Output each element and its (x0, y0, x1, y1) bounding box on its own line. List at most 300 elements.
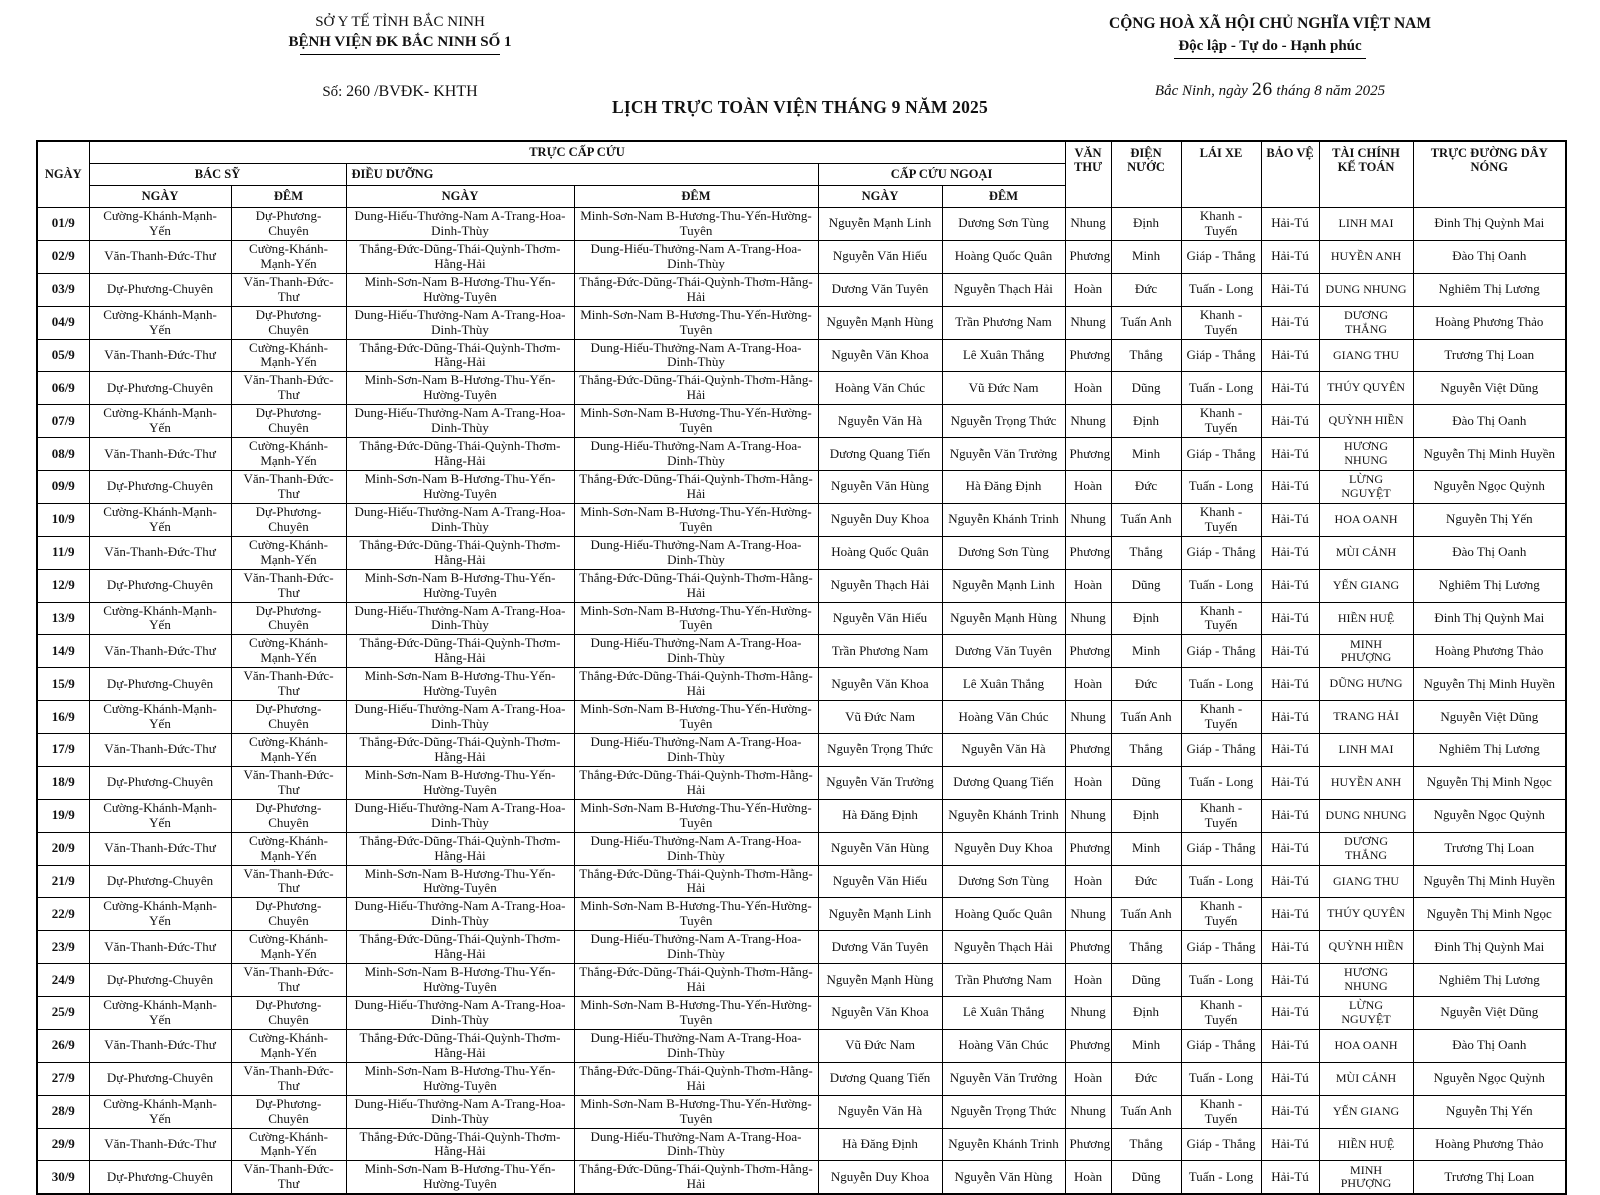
cell-bac-sy-dem: Cường-Khánh-Mạnh-Yến (231, 635, 346, 668)
cell-bac-sy-ngay: Cường-Khánh-Mạnh-Yến (89, 701, 231, 734)
cell-bac-sy-ngay: Dự-Phương-Chuyên (89, 1161, 231, 1194)
table-row (37, 372, 1566, 405)
header-bac-sy: BÁC SỸ (89, 164, 346, 186)
cell-tai-chinh-ke-toan: HUYỀN ANH (1319, 240, 1413, 273)
cell-bao-ve: Hải-Tú (1261, 602, 1319, 635)
cell-bao-ve: Hải-Tú (1261, 865, 1319, 898)
cell-tai-chinh-ke-toan: THÚY QUYÊN (1319, 898, 1413, 931)
cell-cap-cuu-ngoai-ngay: Dương Quang Tiến (818, 438, 942, 471)
cell-tai-chinh-ke-toan: MÙI CẢNH (1319, 1062, 1413, 1095)
cell-dien-nuoc: Tuấn Anh (1111, 898, 1181, 931)
cell-lai-xe: Giáp - Thắng (1181, 635, 1261, 668)
cell-bao-ve: Hải-Tú (1261, 898, 1319, 931)
cell-lai-xe: Giáp - Thắng (1181, 438, 1261, 471)
cell-ngay: 11/9 (37, 536, 89, 569)
cell-cap-cuu-ngoai-ngay: Nguyễn Văn Hiếu (818, 240, 942, 273)
cell-dieu-duong-ngay: Dung-Hiếu-Thưởng-Nam A-Trang-Hoa-Dinh-Thùy (346, 997, 574, 1030)
cell-tai-chinh-ke-toan: LỪNG NGUYỆT (1319, 997, 1413, 1030)
cell-cap-cuu-ngoai-dem: Nguyễn Khánh Trinh (942, 1128, 1065, 1161)
cell-duong-day-nong: Nguyễn Việt Dũng (1413, 997, 1566, 1030)
cell-cap-cuu-ngoai-dem: Nguyễn Văn Hùng (942, 1161, 1065, 1194)
cell-van-thu: Nhung (1065, 602, 1111, 635)
cell-cap-cuu-ngoai-dem: Nguyễn Văn Trưởng (942, 438, 1065, 471)
cell-cap-cuu-ngoai-dem: Hà Đăng Định (942, 471, 1065, 504)
header-dieu-duong-ngay: NGÀY (346, 186, 574, 208)
cell-lai-xe: Khanh - Tuyến (1181, 405, 1261, 438)
cell-van-thu: Phương (1065, 438, 1111, 471)
table-row (37, 766, 1566, 799)
cell-bac-sy-dem: Dự-Phương-Chuyên (231, 208, 346, 241)
cell-dieu-duong-dem: Thắng-Đức-Dũng-Thái-Quỳnh-Thơm-Hằng-Hải (574, 865, 818, 898)
table-row (37, 997, 1566, 1030)
cell-ngay: 23/9 (37, 931, 89, 964)
cell-dien-nuoc: Tuấn Anh (1111, 701, 1181, 734)
document-number-value: 260 /BVĐK- KHTH (346, 82, 478, 100)
cell-bao-ve: Hải-Tú (1261, 997, 1319, 1030)
cell-lai-xe: Giáp - Thắng (1181, 536, 1261, 569)
cell-cap-cuu-ngoai-ngay: Nguyễn Văn Hiếu (818, 865, 942, 898)
cell-duong-day-nong: Nguyễn Ngọc Quỳnh (1413, 471, 1566, 504)
cell-bac-sy-ngay: Văn-Thanh-Đức-Thư (89, 635, 231, 668)
cell-ngay: 22/9 (37, 898, 89, 931)
cell-bac-sy-dem: Cường-Khánh-Mạnh-Yến (231, 240, 346, 273)
cell-dien-nuoc: Minh (1111, 635, 1181, 668)
cell-cap-cuu-ngoai-ngay: Nguyễn Trọng Thức (818, 734, 942, 767)
cell-cap-cuu-ngoai-ngay: Nguyễn Văn Trưởng (818, 766, 942, 799)
cell-duong-day-nong: Hoàng Phương Thảo (1413, 635, 1566, 668)
table-row (37, 602, 1566, 635)
issue-date-day: 26 (1251, 80, 1273, 100)
cell-dien-nuoc: Đức (1111, 865, 1181, 898)
table-row (37, 273, 1566, 306)
cell-cap-cuu-ngoai-ngay: Nguyễn Văn Khoa (818, 997, 942, 1030)
cell-bac-sy-dem: Cường-Khánh-Mạnh-Yến (231, 734, 346, 767)
cell-dieu-duong-ngay: Dung-Hiếu-Thưởng-Nam A-Trang-Hoa-Dinh-Thùy (346, 799, 574, 832)
cell-dieu-duong-ngay: Dung-Hiếu-Thưởng-Nam A-Trang-Hoa-Dinh-Thùy (346, 701, 574, 734)
cell-bao-ve: Hải-Tú (1261, 339, 1319, 372)
cell-dieu-duong-ngay: Minh-Sơn-Nam B-Hương-Thu-Yến-Hường-Tuyên (346, 964, 574, 997)
cell-cap-cuu-ngoai-dem: Nguyễn Văn Hà (942, 734, 1065, 767)
cell-cap-cuu-ngoai-dem: Hoàng Quốc Quân (942, 898, 1065, 931)
table-row (37, 405, 1566, 438)
table-row (37, 471, 1566, 504)
cell-dien-nuoc: Dũng (1111, 1161, 1181, 1194)
cell-van-thu: Hoàn (1065, 865, 1111, 898)
cell-bac-sy-ngay: Dự-Phương-Chuyên (89, 766, 231, 799)
cell-dieu-duong-dem: Thắng-Đức-Dũng-Thái-Quỳnh-Thơm-Hằng-Hải (574, 471, 818, 504)
table-row (37, 931, 1566, 964)
cell-duong-day-nong: Nghiêm Thị Lương (1413, 734, 1566, 767)
cell-bac-sy-ngay: Văn-Thanh-Đức-Thư (89, 438, 231, 471)
cell-lai-xe: Tuấn - Long (1181, 471, 1261, 504)
cell-ngay: 02/9 (37, 240, 89, 273)
cell-cap-cuu-ngoai-dem: Lê Xuân Thắng (942, 668, 1065, 701)
duty-schedule-table (36, 140, 1567, 1195)
cell-dien-nuoc: Đức (1111, 273, 1181, 306)
cell-dieu-duong-ngay: Thắng-Đức-Dũng-Thái-Quỳnh-Thơm-Hằng-Hải (346, 931, 574, 964)
cell-van-thu: Phương (1065, 832, 1111, 865)
cell-van-thu: Phương (1065, 339, 1111, 372)
cell-cap-cuu-ngoai-ngay: Hà Đăng Định (818, 1128, 942, 1161)
cell-lai-xe: Khanh - Tuyến (1181, 1095, 1261, 1128)
cell-bao-ve: Hải-Tú (1261, 964, 1319, 997)
cell-bao-ve: Hải-Tú (1261, 1062, 1319, 1095)
cell-ngay: 06/9 (37, 372, 89, 405)
cell-bac-sy-ngay: Văn-Thanh-Đức-Thư (89, 734, 231, 767)
cell-duong-day-nong: Nguyễn Thị Minh Ngọc (1413, 898, 1566, 931)
cell-dieu-duong-dem: Thắng-Đức-Dũng-Thái-Quỳnh-Thơm-Hằng-Hải (574, 569, 818, 602)
cell-bac-sy-dem: Văn-Thanh-Đức-Thư (231, 1161, 346, 1194)
cell-cap-cuu-ngoai-ngay: Nguyễn Mạnh Hùng (818, 964, 942, 997)
cell-dieu-duong-dem: Minh-Sơn-Nam B-Hương-Thu-Yến-Hường-Tuyên (574, 799, 818, 832)
cell-tai-chinh-ke-toan: DƯƠNG THẮNG (1319, 306, 1413, 339)
table-row (37, 339, 1566, 372)
cell-dieu-duong-ngay: Minh-Sơn-Nam B-Hương-Thu-Yến-Hường-Tuyên (346, 1062, 574, 1095)
cell-van-thu: Hoàn (1065, 668, 1111, 701)
cell-dieu-duong-ngay: Dung-Hiếu-Thưởng-Nam A-Trang-Hoa-Dinh-Thùy (346, 1095, 574, 1128)
cell-dieu-duong-ngay: Minh-Sơn-Nam B-Hương-Thu-Yến-Hường-Tuyên (346, 273, 574, 306)
table-row (37, 865, 1566, 898)
cell-van-thu: Phương (1065, 931, 1111, 964)
cell-dieu-duong-dem: Dung-Hiếu-Thưởng-Nam A-Trang-Hoa-Dinh-Thùy (574, 832, 818, 865)
cell-ngay: 30/9 (37, 1161, 89, 1194)
table-row (37, 503, 1566, 536)
cell-cap-cuu-ngoai-ngay: Nguyễn Văn Hà (818, 405, 942, 438)
cell-ngay: 25/9 (37, 997, 89, 1030)
cell-duong-day-nong: Đào Thị Oanh (1413, 405, 1566, 438)
cell-tai-chinh-ke-toan: TRANG HẢI (1319, 701, 1413, 734)
cell-duong-day-nong: Nguyễn Việt Dũng (1413, 701, 1566, 734)
table-row (37, 1128, 1566, 1161)
cell-cap-cuu-ngoai-dem: Nguyễn Trọng Thức (942, 405, 1065, 438)
cell-cap-cuu-ngoai-dem: Nguyễn Mạnh Hùng (942, 602, 1065, 635)
cell-ngay: 16/9 (37, 701, 89, 734)
cell-ngay: 18/9 (37, 766, 89, 799)
cell-bao-ve: Hải-Tú (1261, 306, 1319, 339)
cell-van-thu: Hoàn (1065, 964, 1111, 997)
cell-dieu-duong-ngay: Thắng-Đức-Dũng-Thái-Quỳnh-Thơm-Hằng-Hải (346, 734, 574, 767)
cell-lai-xe: Tuấn - Long (1181, 964, 1261, 997)
cell-bac-sy-dem: Dự-Phương-Chuyên (231, 503, 346, 536)
cell-cap-cuu-ngoai-dem: Hoàng Văn Chúc (942, 701, 1065, 734)
cell-van-thu: Phương (1065, 734, 1111, 767)
cell-bac-sy-dem: Cường-Khánh-Mạnh-Yến (231, 931, 346, 964)
cell-cap-cuu-ngoai-ngay: Nguyễn Văn Khoa (818, 339, 942, 372)
cell-bac-sy-ngay: Cường-Khánh-Mạnh-Yến (89, 405, 231, 438)
cell-dieu-duong-ngay: Thắng-Đức-Dũng-Thái-Quỳnh-Thơm-Hằng-Hải (346, 832, 574, 865)
cell-cap-cuu-ngoai-ngay: Nguyễn Thạch Hải (818, 569, 942, 602)
cell-bao-ve: Hải-Tú (1261, 438, 1319, 471)
cell-ngay: 04/9 (37, 306, 89, 339)
cell-cap-cuu-ngoai-dem: Nguyễn Khánh Trinh (942, 799, 1065, 832)
cell-cap-cuu-ngoai-ngay: Trần Phương Nam (818, 635, 942, 668)
cell-lai-xe: Giáp - Thắng (1181, 240, 1261, 273)
cell-duong-day-nong: Trương Thị Loan (1413, 339, 1566, 372)
cell-cap-cuu-ngoai-dem: Dương Sơn Tùng (942, 536, 1065, 569)
cell-dieu-duong-ngay: Thắng-Đức-Dũng-Thái-Quỳnh-Thơm-Hằng-Hải (346, 438, 574, 471)
cell-cap-cuu-ngoai-dem: Vũ Đức Nam (942, 372, 1065, 405)
cell-cap-cuu-ngoai-dem: Nguyễn Văn Trưởng (942, 1062, 1065, 1095)
cell-tai-chinh-ke-toan: THÚY QUYÊN (1319, 372, 1413, 405)
cell-duong-day-nong: Nghiêm Thị Lương (1413, 273, 1566, 306)
cell-tai-chinh-ke-toan: LỪNG NGUYỆT (1319, 471, 1413, 504)
cell-van-thu: Phương (1065, 240, 1111, 273)
cell-dieu-duong-ngay: Thắng-Đức-Dũng-Thái-Quỳnh-Thơm-Hằng-Hải (346, 1029, 574, 1062)
cell-bac-sy-dem: Văn-Thanh-Đức-Thư (231, 668, 346, 701)
cell-van-thu: Nhung (1065, 799, 1111, 832)
cell-lai-xe: Giáp - Thắng (1181, 931, 1261, 964)
cell-dieu-duong-ngay: Minh-Sơn-Nam B-Hương-Thu-Yến-Hường-Tuyên (346, 372, 574, 405)
cell-cap-cuu-ngoai-dem: Dương Văn Tuyên (942, 635, 1065, 668)
cell-duong-day-nong: Nguyễn Ngọc Quỳnh (1413, 1062, 1566, 1095)
cell-dieu-duong-ngay: Dung-Hiếu-Thưởng-Nam A-Trang-Hoa-Dinh-Thùy (346, 602, 574, 635)
cell-lai-xe: Khanh - Tuyến (1181, 208, 1261, 241)
cell-ngay: 29/9 (37, 1128, 89, 1161)
cell-ngay: 10/9 (37, 503, 89, 536)
cell-cap-cuu-ngoai-ngay: Dương Văn Tuyên (818, 931, 942, 964)
table-row (37, 438, 1566, 471)
cell-tai-chinh-ke-toan: HƯƠNG NHUNG (1319, 964, 1413, 997)
national-motto: Độc lập - Tự do - Hạnh phúc (1174, 36, 1365, 59)
cell-bac-sy-dem: Dự-Phương-Chuyên (231, 898, 346, 931)
cell-van-thu: Nhung (1065, 898, 1111, 931)
header-cap-cuu-ngoai-ngay: NGÀY (818, 186, 942, 208)
cell-dieu-duong-dem: Thắng-Đức-Dũng-Thái-Quỳnh-Thơm-Hằng-Hải (574, 372, 818, 405)
header-bac-sy-ngay: NGÀY (89, 186, 231, 208)
cell-bac-sy-ngay: Văn-Thanh-Đức-Thư (89, 339, 231, 372)
cell-bac-sy-ngay: Dự-Phương-Chuyên (89, 471, 231, 504)
cell-cap-cuu-ngoai-ngay: Hoàng Văn Chúc (818, 372, 942, 405)
header-van-thu: VĂN THƯ (1065, 141, 1111, 208)
cell-bac-sy-ngay: Dự-Phương-Chuyên (89, 964, 231, 997)
cell-dieu-duong-dem: Dung-Hiếu-Thưởng-Nam A-Trang-Hoa-Dinh-Thùy (574, 240, 818, 273)
document-number-label: Số: (322, 83, 343, 100)
cell-bao-ve: Hải-Tú (1261, 799, 1319, 832)
cell-bac-sy-dem: Cường-Khánh-Mạnh-Yến (231, 1029, 346, 1062)
issue-date-suffix: tháng 8 năm 2025 (1276, 83, 1386, 100)
cell-duong-day-nong: Đinh Thị Quỳnh Mai (1413, 208, 1566, 241)
cell-duong-day-nong: Hoàng Phương Thảo (1413, 306, 1566, 339)
cell-bac-sy-dem: Văn-Thanh-Đức-Thư (231, 372, 346, 405)
cell-dien-nuoc: Dũng (1111, 964, 1181, 997)
table-row (37, 1029, 1566, 1062)
cell-van-thu: Hoàn (1065, 1062, 1111, 1095)
cell-dien-nuoc: Đức (1111, 668, 1181, 701)
cell-dien-nuoc: Đức (1111, 471, 1181, 504)
cell-dieu-duong-dem: Minh-Sơn-Nam B-Hương-Thu-Yến-Hường-Tuyên (574, 405, 818, 438)
cell-bao-ve: Hải-Tú (1261, 405, 1319, 438)
cell-tai-chinh-ke-toan: GIANG THU (1319, 865, 1413, 898)
table-row (37, 734, 1566, 767)
cell-dieu-duong-dem: Minh-Sơn-Nam B-Hương-Thu-Yến-Hường-Tuyên (574, 701, 818, 734)
cell-dien-nuoc: Minh (1111, 1029, 1181, 1062)
cell-bac-sy-ngay: Cường-Khánh-Mạnh-Yến (89, 898, 231, 931)
cell-lai-xe: Khanh - Tuyến (1181, 503, 1261, 536)
cell-cap-cuu-ngoai-ngay: Hoàng Quốc Quân (818, 536, 942, 569)
cell-bac-sy-ngay: Dự-Phương-Chuyên (89, 273, 231, 306)
issuing-org-block (140, 12, 660, 102)
cell-ngay: 14/9 (37, 635, 89, 668)
cell-dieu-duong-ngay: Dung-Hiếu-Thưởng-Nam A-Trang-Hoa-Dinh-Thùy (346, 306, 574, 339)
cell-duong-day-nong: Nguyễn Thị Yến (1413, 1095, 1566, 1128)
org-name-hospital: BỆNH VIỆN ĐK BẮC NINH SỐ 1 (288, 34, 512, 51)
cell-ngay: 28/9 (37, 1095, 89, 1128)
cell-cap-cuu-ngoai-dem: Lê Xuân Thắng (942, 997, 1065, 1030)
cell-cap-cuu-ngoai-dem: Nguyễn Thạch Hải (942, 931, 1065, 964)
cell-bac-sy-dem: Văn-Thanh-Đức-Thư (231, 569, 346, 602)
cell-ngay: 27/9 (37, 1062, 89, 1095)
cell-dieu-duong-ngay: Minh-Sơn-Nam B-Hương-Thu-Yến-Hường-Tuyên (346, 668, 574, 701)
cell-bao-ve: Hải-Tú (1261, 471, 1319, 504)
cell-tai-chinh-ke-toan: HOA OANH (1319, 1029, 1413, 1062)
cell-cap-cuu-ngoai-dem: Dương Sơn Tùng (942, 865, 1065, 898)
cell-dieu-duong-ngay: Minh-Sơn-Nam B-Hương-Thu-Yến-Hường-Tuyên (346, 471, 574, 504)
cell-bac-sy-ngay: Văn-Thanh-Đức-Thư (89, 931, 231, 964)
header-lai-xe: LÁI XE (1181, 141, 1261, 208)
cell-bac-sy-dem: Văn-Thanh-Đức-Thư (231, 273, 346, 306)
cell-van-thu: Phương (1065, 635, 1111, 668)
cell-bao-ve: Hải-Tú (1261, 240, 1319, 273)
national-title: CỘNG HOÀ XÃ HỘI CHỦ NGHĨA VIỆT NAM (1109, 15, 1431, 32)
cell-bac-sy-dem: Văn-Thanh-Đức-Thư (231, 1062, 346, 1095)
cell-tai-chinh-ke-toan: DUNG NHUNG (1319, 799, 1413, 832)
cell-van-thu: Nhung (1065, 306, 1111, 339)
cell-bao-ve: Hải-Tú (1261, 273, 1319, 306)
cell-bac-sy-ngay: Văn-Thanh-Đức-Thư (89, 536, 231, 569)
cell-ngay: 24/9 (37, 964, 89, 997)
cell-dieu-duong-dem: Minh-Sơn-Nam B-Hương-Thu-Yến-Hường-Tuyên (574, 208, 818, 241)
cell-lai-xe: Tuấn - Long (1181, 569, 1261, 602)
cell-duong-day-nong: Nghiêm Thị Lương (1413, 964, 1566, 997)
header-ngay: NGÀY (37, 141, 89, 208)
cell-tai-chinh-ke-toan: LINH MAI (1319, 208, 1413, 241)
cell-bac-sy-ngay: Văn-Thanh-Đức-Thư (89, 240, 231, 273)
cell-duong-day-nong: Nguyễn Thị Minh Huyền (1413, 865, 1566, 898)
cell-dien-nuoc: Định (1111, 799, 1181, 832)
cell-cap-cuu-ngoai-ngay: Nguyễn Duy Khoa (818, 1161, 942, 1194)
cell-bao-ve: Hải-Tú (1261, 635, 1319, 668)
cell-van-thu: Hoàn (1065, 273, 1111, 306)
table-row (37, 240, 1566, 273)
cell-van-thu: Nhung (1065, 503, 1111, 536)
cell-bao-ve: Hải-Tú (1261, 766, 1319, 799)
cell-lai-xe: Giáp - Thắng (1181, 339, 1261, 372)
cell-dien-nuoc: Định (1111, 602, 1181, 635)
cell-dieu-duong-ngay: Thắng-Đức-Dũng-Thái-Quỳnh-Thơm-Hằng-Hải (346, 635, 574, 668)
cell-bac-sy-dem: Dự-Phương-Chuyên (231, 799, 346, 832)
cell-lai-xe: Tuấn - Long (1181, 273, 1261, 306)
cell-tai-chinh-ke-toan: YẾN GIANG (1319, 569, 1413, 602)
cell-bac-sy-ngay: Dự-Phương-Chuyên (89, 1062, 231, 1095)
cell-bac-sy-dem: Cường-Khánh-Mạnh-Yến (231, 832, 346, 865)
cell-lai-xe: Khanh - Tuyến (1181, 799, 1261, 832)
cell-cap-cuu-ngoai-dem: Nguyễn Khánh Trinh (942, 503, 1065, 536)
cell-tai-chinh-ke-toan: QUỲNH HIỀN (1319, 931, 1413, 964)
cell-lai-xe: Tuấn - Long (1181, 372, 1261, 405)
cell-bac-sy-ngay: Cường-Khánh-Mạnh-Yến (89, 602, 231, 635)
cell-dieu-duong-ngay: Dung-Hiếu-Thưởng-Nam A-Trang-Hoa-Dinh-Thùy (346, 405, 574, 438)
cell-bao-ve: Hải-Tú (1261, 569, 1319, 602)
table-row (37, 898, 1566, 931)
cell-dien-nuoc: Thắng (1111, 931, 1181, 964)
cell-bac-sy-dem: Cường-Khánh-Mạnh-Yến (231, 1128, 346, 1161)
cell-cap-cuu-ngoai-ngay: Dương Quang Tiến (818, 1062, 942, 1095)
cell-van-thu: Nhung (1065, 208, 1111, 241)
cell-cap-cuu-ngoai-ngay: Nguyễn Mạnh Linh (818, 208, 942, 241)
cell-bao-ve: Hải-Tú (1261, 734, 1319, 767)
cell-lai-xe: Tuấn - Long (1181, 865, 1261, 898)
cell-bac-sy-ngay: Văn-Thanh-Đức-Thư (89, 1128, 231, 1161)
cell-ngay: 08/9 (37, 438, 89, 471)
cell-van-thu: Phương (1065, 536, 1111, 569)
table-row (37, 306, 1566, 339)
cell-dien-nuoc: Minh (1111, 240, 1181, 273)
cell-tai-chinh-ke-toan: GIANG THU (1319, 339, 1413, 372)
header-truc-cap-cuu: TRỰC CẤP CỨU (89, 141, 1065, 164)
cell-bac-sy-dem: Cường-Khánh-Mạnh-Yến (231, 536, 346, 569)
header-dien-nuoc: ĐIỆN NƯỚC (1111, 141, 1181, 208)
cell-bac-sy-dem: Văn-Thanh-Đức-Thư (231, 766, 346, 799)
cell-van-thu: Hoàn (1065, 766, 1111, 799)
table-row (37, 569, 1566, 602)
cell-dieu-duong-dem: Minh-Sơn-Nam B-Hương-Thu-Yến-Hường-Tuyên (574, 503, 818, 536)
cell-dieu-duong-dem: Thắng-Đức-Dũng-Thái-Quỳnh-Thơm-Hằng-Hải (574, 964, 818, 997)
cell-cap-cuu-ngoai-dem: Trần Phương Nam (942, 306, 1065, 339)
cell-bac-sy-dem: Văn-Thanh-Đức-Thư (231, 964, 346, 997)
cell-ngay: 26/9 (37, 1029, 89, 1062)
cell-cap-cuu-ngoai-ngay: Nguyễn Mạnh Linh (818, 898, 942, 931)
cell-ngay: 19/9 (37, 799, 89, 832)
cell-cap-cuu-ngoai-ngay: Nguyễn Văn Khoa (818, 668, 942, 701)
header-cap-cuu-ngoai: CẤP CỨU NGOẠI (818, 164, 1065, 186)
table-row (37, 799, 1566, 832)
cell-dien-nuoc: Dũng (1111, 372, 1181, 405)
cell-ngay: 20/9 (37, 832, 89, 865)
cell-duong-day-nong: Đào Thị Oanh (1413, 1029, 1566, 1062)
cell-bac-sy-dem: Dự-Phương-Chuyên (231, 306, 346, 339)
cell-bac-sy-ngay: Dự-Phương-Chuyên (89, 372, 231, 405)
table-row (37, 701, 1566, 734)
table-row (37, 668, 1566, 701)
cell-dieu-duong-ngay: Minh-Sơn-Nam B-Hương-Thu-Yến-Hường-Tuyên (346, 766, 574, 799)
cell-duong-day-nong: Trương Thị Loan (1413, 832, 1566, 865)
cell-cap-cuu-ngoai-ngay: Nguyễn Duy Khoa (818, 503, 942, 536)
cell-dien-nuoc: Định (1111, 997, 1181, 1030)
cell-bac-sy-ngay: Văn-Thanh-Đức-Thư (89, 832, 231, 865)
cell-cap-cuu-ngoai-dem: Hoàng Quốc Quân (942, 240, 1065, 273)
table-row (37, 1062, 1566, 1095)
cell-bac-sy-ngay: Dự-Phương-Chuyên (89, 865, 231, 898)
cell-dieu-duong-dem: Thắng-Đức-Dũng-Thái-Quỳnh-Thơm-Hằng-Hải (574, 1062, 818, 1095)
cell-cap-cuu-ngoai-dem: Nguyễn Thạch Hải (942, 273, 1065, 306)
table-header (37, 141, 1566, 208)
cell-dieu-duong-dem: Dung-Hiếu-Thưởng-Nam A-Trang-Hoa-Dinh-Thùy (574, 1128, 818, 1161)
cell-cap-cuu-ngoai-ngay: Nguyễn Văn Hà (818, 1095, 942, 1128)
cell-dieu-duong-ngay: Dung-Hiếu-Thưởng-Nam A-Trang-Hoa-Dinh-Thùy (346, 503, 574, 536)
cell-cap-cuu-ngoai-ngay: Nguyễn Văn Hùng (818, 832, 942, 865)
cell-dien-nuoc: Định (1111, 405, 1181, 438)
cell-lai-xe: Giáp - Thắng (1181, 832, 1261, 865)
cell-bac-sy-dem: Văn-Thanh-Đức-Thư (231, 471, 346, 504)
cell-cap-cuu-ngoai-dem: Hoàng Văn Chúc (942, 1029, 1065, 1062)
cell-dieu-duong-dem: Dung-Hiếu-Thưởng-Nam A-Trang-Hoa-Dinh-Thùy (574, 635, 818, 668)
cell-tai-chinh-ke-toan: LINH MAI (1319, 734, 1413, 767)
cell-dien-nuoc: Thắng (1111, 734, 1181, 767)
cell-dien-nuoc: Định (1111, 208, 1181, 241)
table-row (37, 208, 1566, 241)
cell-bao-ve: Hải-Tú (1261, 1161, 1319, 1194)
cell-bao-ve: Hải-Tú (1261, 372, 1319, 405)
